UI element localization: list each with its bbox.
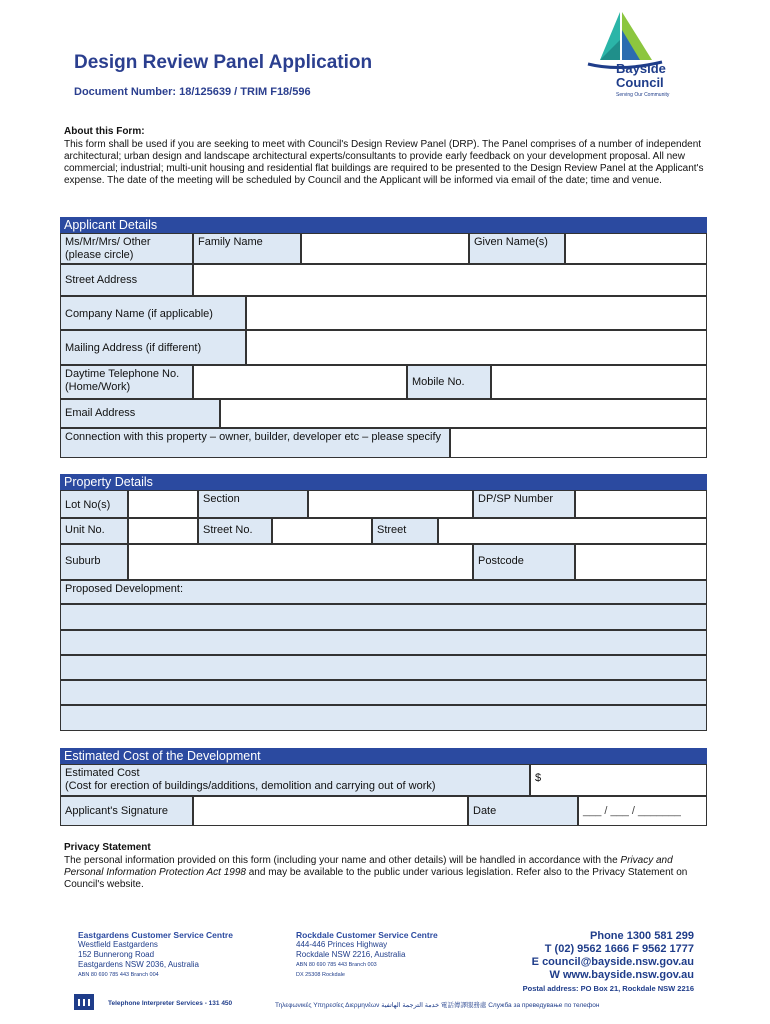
given-names-field[interactable] xyxy=(565,233,707,264)
dp-sp-field[interactable] xyxy=(575,490,707,518)
signature-label: Applicant's Signature xyxy=(60,796,193,826)
postcode-field[interactable] xyxy=(575,544,707,580)
street-no-field[interactable] xyxy=(272,518,372,544)
contact-email[interactable]: E council@bayside.nsw.gov.au xyxy=(531,956,694,968)
signature-field[interactable] xyxy=(193,796,468,826)
company-name-field[interactable] xyxy=(246,296,707,330)
family-name-field[interactable] xyxy=(301,233,469,264)
page-title: Design Review Panel Application xyxy=(74,52,373,73)
proposed-development-line-4[interactable] xyxy=(60,680,707,705)
daytime-phone-field[interactable] xyxy=(193,365,407,399)
connection-field[interactable] xyxy=(450,428,707,458)
currency-symbol: $ xyxy=(535,772,542,784)
street-no-label: Street No. xyxy=(198,518,272,544)
interpreter-icon xyxy=(74,994,94,1010)
section-field[interactable] xyxy=(308,490,473,518)
given-names-label: Given Name(s) xyxy=(469,233,565,264)
mobile-label: Mobile No. xyxy=(407,365,491,399)
privacy-text-1: The personal information provided on this form (including your name and other details) will be handled in accordance with the xyxy=(64,855,621,866)
privacy-act-name: Privacy and Personal Information Protection Act 1998 xyxy=(64,855,673,878)
dp-sp-label: DP/SP Number xyxy=(473,490,575,518)
proposed-development-line-2[interactable] xyxy=(60,630,707,655)
eastgardens-centre xyxy=(78,930,288,980)
estimated-cost-heading: Estimated Cost of the Development xyxy=(60,748,707,764)
logo-tagline: Serving Our Community xyxy=(616,92,670,98)
email-label: Email Address xyxy=(60,399,220,428)
mailing-address-field[interactable] xyxy=(246,330,707,365)
date-field[interactable]: ___ / ___ / _______ xyxy=(578,796,707,826)
rockdale-line2: Rockdale NSW 2216, Australia xyxy=(296,950,406,959)
connection-label: Connection with this property – owner, builder, developer etc – please specify xyxy=(60,428,450,458)
rockdale-title: Rockdale Customer Service Centre xyxy=(296,930,438,940)
about-body: This form shall be used if you are seeking to meet with Council's Design Review Panel (DRP). The Panel comprises of a number of independent architectural; urban design and landscape architectural experts/consultants to provide early feedback on your development proposal. All new commercial; industrial; multi-unit housing and residential flat buildings are required to be presented to the Design Review Panel at the Applicant's expense. The date of the meeting will be scheduled by Council and the Applicant will be informed via email of the date; time and venue. xyxy=(64,139,704,186)
ms-mr-label: Ms/Mr/Mrs/ Other (please circle) xyxy=(60,233,193,264)
logo-text-council: Council xyxy=(616,75,664,90)
estimated-cost-label-line2: (Cost for erection of buildings/additions, demolition and carrying out of work) xyxy=(65,780,436,792)
daytime-phone-label: Daytime Telephone No. (Home/Work) xyxy=(60,365,193,399)
eastgardens-line4: ABN 80 690 785 443 Branch 004 xyxy=(78,972,159,978)
interpreter-services: Telephone Interpreter Services - 131 450 xyxy=(108,1000,233,1007)
contact-phone: Phone 1300 581 299 xyxy=(590,930,694,942)
eastgardens-line2: 152 Bunnerong Road xyxy=(78,950,155,959)
family-name-label: Family Name xyxy=(193,233,301,264)
street-address-field[interactable] xyxy=(193,264,707,296)
section-label: Section xyxy=(198,490,308,518)
bayside-council-logo xyxy=(580,10,690,102)
date-label: Date xyxy=(468,796,578,826)
rockdale-line1: 444-446 Princes Highway xyxy=(296,940,388,949)
interpreter-languages: Τηλεφωνικές Υπηρεσίες Διερμηνέων خدمة الترجمة الهاتفية 電話傳譯服務處 Служба за преведување по телефон xyxy=(275,1002,600,1009)
applicant-details-section xyxy=(60,217,707,233)
postcode-label: Postcode xyxy=(473,544,575,580)
proposed-development-line-3[interactable] xyxy=(60,655,707,680)
unit-field[interactable] xyxy=(128,518,198,544)
applicant-details-heading: Applicant Details xyxy=(60,217,707,233)
unit-label: Unit No. xyxy=(60,518,128,544)
rockdale-line4: DX 25308 Rockdale xyxy=(296,972,345,978)
street-address-label: Street Address xyxy=(60,264,193,296)
estimated-cost-section xyxy=(60,748,707,764)
rockdale-centre xyxy=(296,930,496,980)
suburb-field[interactable] xyxy=(128,544,473,580)
suburb-label: Suburb xyxy=(60,544,128,580)
estimated-cost-label xyxy=(60,764,530,796)
document-number: Document Number: 18/125639 / TRIM F18/596 xyxy=(74,86,311,98)
contact-web[interactable]: W www.bayside.nsw.gov.au xyxy=(549,969,694,981)
street-label: Street xyxy=(372,518,438,544)
proposed-development-line-5[interactable] xyxy=(60,705,707,731)
eastgardens-line1: Westfield Eastgardens xyxy=(78,940,158,949)
proposed-development-line-1[interactable] xyxy=(60,604,707,630)
logo-text-bayside: Bayside xyxy=(616,61,666,76)
mobile-field[interactable] xyxy=(491,365,707,399)
privacy-body xyxy=(64,855,704,891)
contact-block xyxy=(523,930,694,995)
estimated-cost-label-line1: Estimated Cost xyxy=(65,767,140,779)
about-heading: About this Form: xyxy=(64,126,145,137)
email-field[interactable] xyxy=(220,399,707,428)
rockdale-line3: ABN 80 690 785 443 Branch 003 xyxy=(296,962,377,968)
company-name-label: Company Name (if applicable) xyxy=(60,296,246,330)
property-details-section xyxy=(60,474,707,490)
property-details-heading: Property Details xyxy=(60,474,707,490)
eastgardens-line3: Eastgardens NSW 2036, Australia xyxy=(78,960,199,969)
lot-label: Lot No(s) xyxy=(60,490,128,518)
privacy-heading: Privacy Statement xyxy=(64,842,151,853)
street-field[interactable] xyxy=(438,518,707,544)
eastgardens-title: Eastgardens Customer Service Centre xyxy=(78,930,233,940)
lot-field[interactable] xyxy=(128,490,198,518)
proposed-development-label: Proposed Development: xyxy=(60,580,707,604)
privacy-text-2: and may be available to the public under various legislation. Refer also to the Privacy Statement on Council's website. xyxy=(64,867,688,890)
estimated-cost-field[interactable] xyxy=(530,764,707,796)
mailing-address-label: Mailing Address (if different) xyxy=(60,330,246,365)
contact-postal: Postal address: PO Box 21, Rockdale NSW 2216 xyxy=(522,984,694,993)
contact-tf: T (02) 9562 1666 F 9562 1777 xyxy=(544,943,694,955)
